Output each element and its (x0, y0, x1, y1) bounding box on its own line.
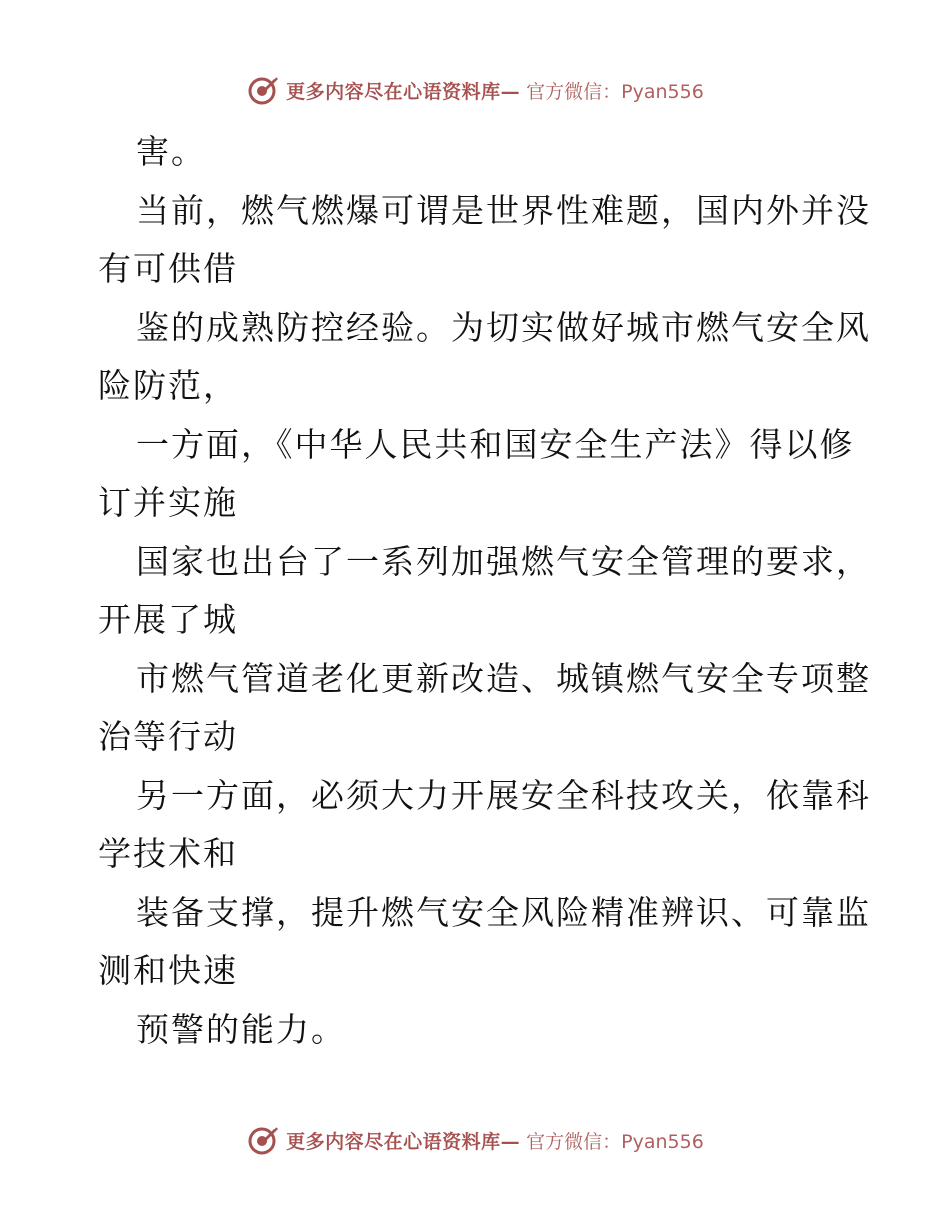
pen-logo-icon (246, 1123, 280, 1157)
body-line: 另一方面，必须大力开展安全科技攻关，依靠科 (136, 775, 871, 815)
body-line: 测和快速 (98, 951, 238, 990)
body-line: 害。 (136, 132, 206, 171)
body-line: 订并实施 (98, 483, 238, 522)
body-line: 装备支撑，提升燃气安全风险精准辨识、可靠监 (136, 892, 871, 932)
header-banner-suffix: 官方微信：Pyan556 (526, 80, 704, 103)
body-line: 有可供借 (98, 249, 238, 288)
body-line: 学技术和 (98, 834, 238, 873)
header-watermark-banner (0, 70, 950, 110)
body-line: 国家也出台了一系列加强燃气安全管理的要求， (136, 541, 871, 581)
body-line: 险防范， (98, 366, 238, 405)
body-line: 市燃气管道老化更新改造、城镇燃气安全专项整 (136, 658, 871, 698)
footer-banner-suffix: 官方微信：Pyan556 (526, 1130, 704, 1153)
header-banner-text: 更多内容尽在心语资料库— (286, 80, 521, 103)
body-line: 一方面，《中华人民共和国安全生产法》得以修 (136, 424, 855, 464)
body-line: 治等行动 (98, 717, 238, 756)
footer-banner-text: 更多内容尽在心语资料库— (286, 1130, 521, 1153)
pen-logo-icon (246, 73, 280, 107)
body-line: 开展了城 (98, 600, 238, 639)
document-body (98, 123, 871, 1059)
body-line: 鉴的成熟防控经验。为切实做好城市燃气安全风 (136, 307, 871, 347)
body-line: 当前，燃气燃爆可谓是世界性难题，国内外并没 (136, 190, 871, 230)
footer-watermark-banner (0, 1120, 950, 1160)
body-line: 预警的能力。 (136, 1009, 346, 1049)
